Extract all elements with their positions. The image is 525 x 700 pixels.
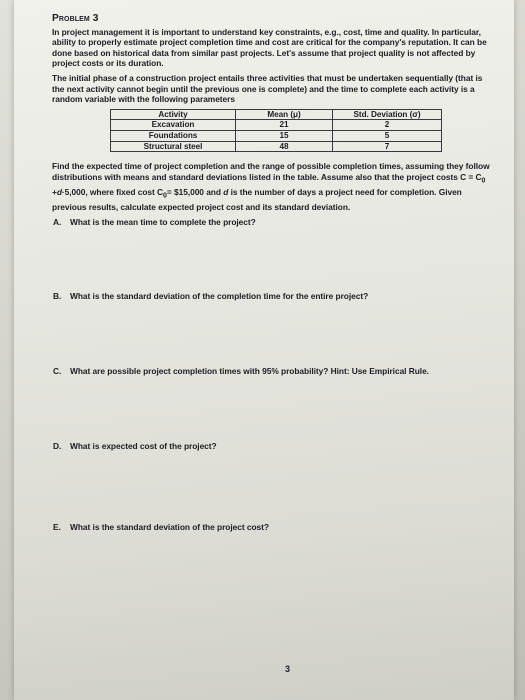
question-text: What are possible project completion times with 95% probability? Hint: Use Empirical Rule.: [70, 366, 429, 377]
cell-mean: 48: [236, 141, 333, 152]
question-text: What is the standard deviation of the project cost?: [70, 522, 269, 533]
question-letter: A.: [53, 216, 62, 227]
question-a: [53, 217, 492, 228]
table-row: [111, 120, 442, 131]
question-c: [53, 366, 492, 377]
task-var-d: d: [223, 186, 229, 197]
intro-paragraph: In project management it is important to understand key constraints, e.g., cost, time and quality. In particular, ability to properly estimate project completion time and cost are critical for the company's reputation. It can be done based on historical data from similar past projects. Let's assume that project quality is not affected by project costs or its duration.: [52, 26, 487, 69]
question-letter: C.: [53, 366, 62, 377]
header-std-deviation: Std. Deviation (σ): [333, 109, 442, 120]
question-text: What is expected cost of the project?: [70, 440, 217, 451]
task-text-mid3: = $15,000 and: [166, 186, 224, 197]
cell-mean: 15: [236, 130, 333, 141]
task-paragraph: [52, 161, 492, 213]
problem-title: Problem 3: [52, 13, 99, 24]
header-activity: Activity: [111, 109, 236, 120]
table-row: [111, 141, 442, 152]
cell-std-deviation: 7: [333, 141, 442, 152]
cell-activity: Structural steel: [111, 141, 236, 152]
header-mean: Mean (μ): [236, 109, 333, 120]
task-text-before: Find the expected time of project completion and the range of possible completion times, assuming they follow distributions with means and standard deviations listed in the table. Assume also that the project costs C = C: [52, 161, 490, 182]
task-text-mid1: +: [52, 186, 57, 197]
question-text: What is the mean time to complete the project?: [70, 216, 256, 227]
table-header-row: [111, 109, 442, 120]
task-text-after: is the number of days a project need for completion. Given previous results, calculate expected project cost and its standard deviation.: [52, 186, 462, 213]
task-sub-1: 0: [163, 192, 167, 200]
problem-content: [52, 14, 492, 533]
cell-activity: Foundations: [111, 130, 236, 141]
paper-page: [14, 0, 514, 700]
cell-std-deviation: 5: [333, 130, 442, 141]
question-text: What is the standard deviation of the completion time for the entire project?: [70, 291, 369, 302]
question-d: [53, 441, 492, 452]
task-var-d: d: [56, 186, 62, 197]
question-letter: E.: [53, 522, 61, 533]
task-text-mid2: ·5,000, where fixed cost C: [61, 186, 164, 197]
page-number: 3: [285, 664, 291, 674]
question-b: [53, 291, 492, 302]
table-row: [111, 130, 442, 141]
cell-mean: 21: [236, 120, 333, 131]
question-list: [52, 217, 492, 533]
task-sub-0: 0: [481, 177, 486, 185]
cell-activity: Excavation: [111, 120, 236, 131]
cell-std-deviation: 2: [333, 120, 442, 131]
question-letter: B.: [53, 291, 62, 302]
question-e: [53, 522, 492, 533]
activity-table: [110, 109, 442, 152]
setup-paragraph: The initial phase of a construction project entails three activities that must be undertaken sequentially (that is the next activity cannot begin until the previous one is complete) and the time to complete each activity is a random variable with the following parameters: [52, 72, 483, 105]
question-letter: D.: [53, 440, 62, 451]
